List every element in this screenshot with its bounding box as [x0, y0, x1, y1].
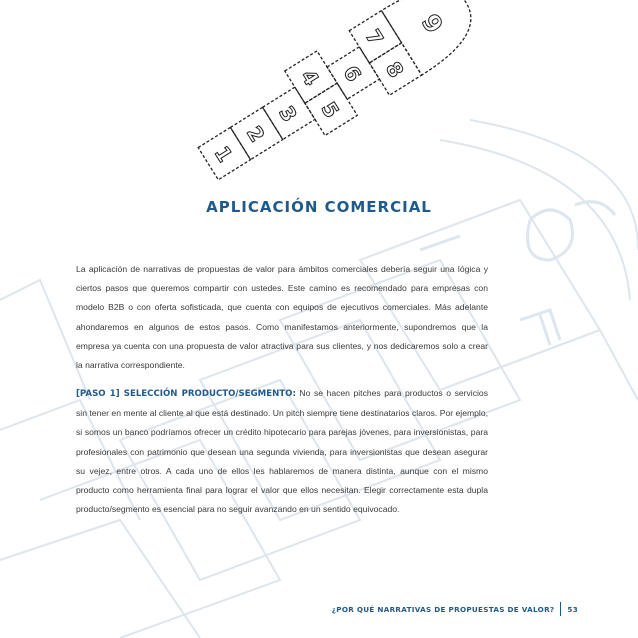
step1-label: [PASO 1] SELECCIÓN PRODUCTO/SEGMENTO: [76, 389, 296, 399]
hopscotch-illustration [0, 0, 638, 220]
step1-paragraph [76, 384, 488, 519]
intro-paragraph: La aplicación de narrativas de propuestas de valor para ámbitos comerciales debería seguir una lógica y ciertos pasos que queremos compartir con ustedes. Este camino es recomendado para empresas con modelo B2B o con oferta sofisticada, que cuenta con equipos de ejecutivos comerciales. Más adelante ahondaremos en algunos de estos pasos. Como manifestamos anteriormente, supondremos que la empresa ya cuenta con una propuesta de valor atractiva para sus clientes, y nos dedicaremos solo a crear la narrativa correspondiente. [76, 264, 488, 371]
number-7: 7 [360, 25, 389, 50]
footer-divider [560, 602, 561, 616]
footer-section-title: ¿POR QUÉ NARRATIVAS DE PROPUESTAS DE VALOR? [331, 604, 555, 614]
number-6: 6 [338, 61, 367, 86]
page-number: 53 [567, 604, 578, 614]
number-1: 1 [209, 141, 238, 167]
number-8: 8 [380, 57, 409, 82]
number-4: 4 [296, 65, 324, 90]
step1-text: No se hacen pitches para productos o servicios sin tener en mente al cliente al que está destinado. Un pitch siempre tiene destinatarios claros. Por ejemplo, si somos un banco podríamos ofrecer un crédito hipotecario para parejas jóvenes, para inversionistas, para profesionales con patrimonio que desean una segunda vivienda, para inversionistas que desean asegurar su vejez, entre otros. A cada uno de ellos les hablaremos de manera distinta, aunque con el mismo producto como herramienta final para lograr el valor que ellos necesitan. Elegir correctamente esta dupla producto/segmento es esencial para no seguir avanzando en un sentido equivocado. [76, 388, 488, 515]
number-9: 9 [415, 9, 449, 39]
number-2: 2 [241, 121, 270, 147]
number-5: 5 [316, 97, 345, 123]
page-footer [332, 602, 578, 616]
number-3: 3 [274, 101, 302, 127]
section-title: APLICACIÓN COMERCIAL [206, 198, 432, 216]
